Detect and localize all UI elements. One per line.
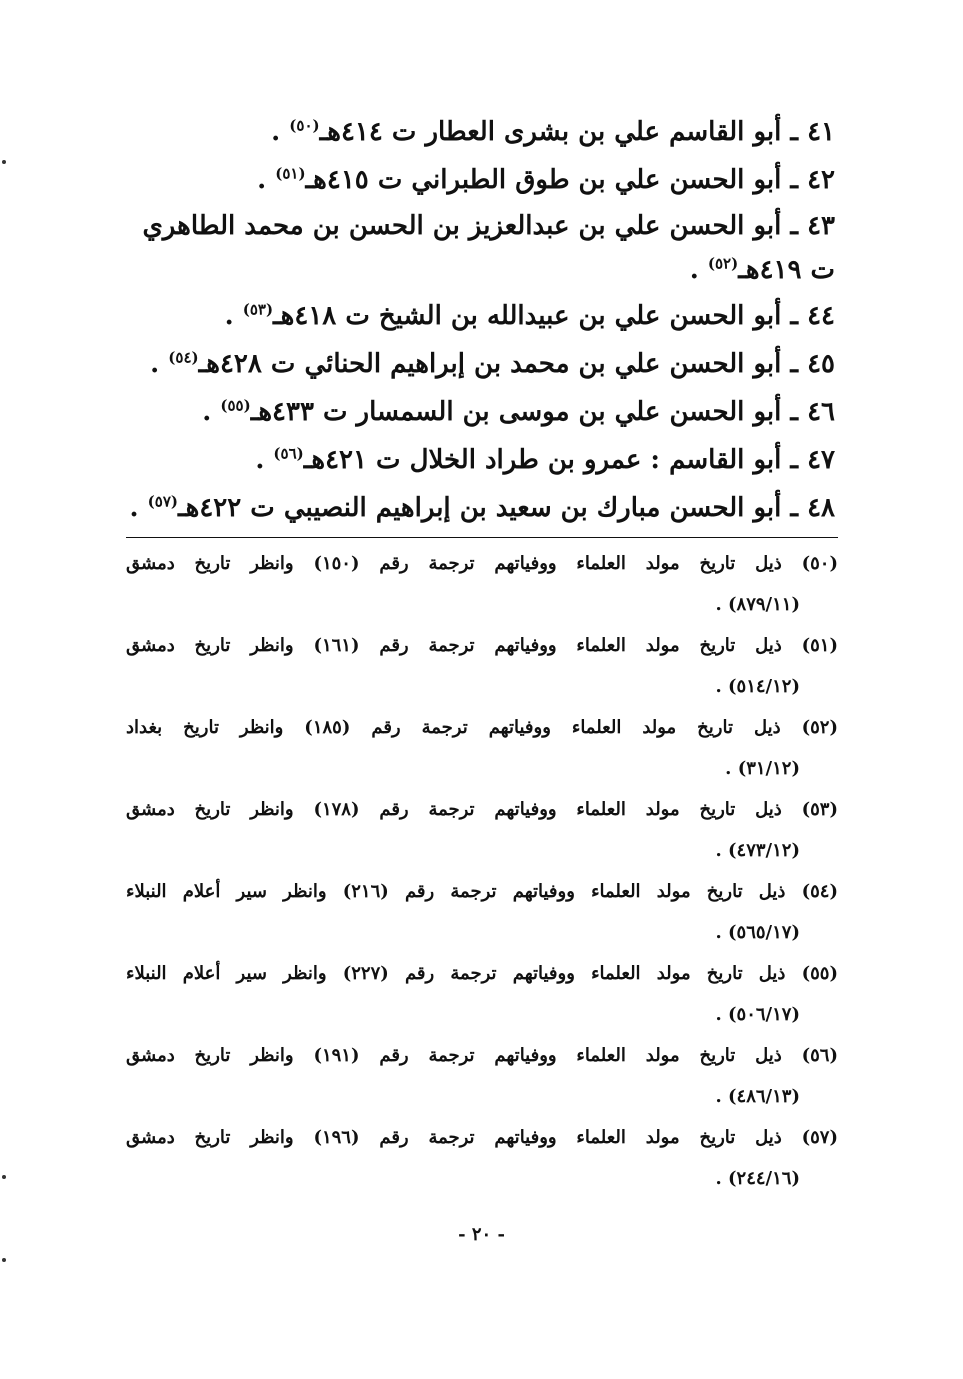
footnote-54 xyxy=(126,871,838,953)
entry-end: . xyxy=(257,165,276,195)
footnotes xyxy=(126,543,838,1199)
footnote-citation: (٢٤٤/١٦) . xyxy=(715,1168,800,1189)
entry-text: ٤٨ ـ أبو الحسن مبارك بن سعيد بن إبراهيم النصيبي ت ٤٢٢هـ xyxy=(178,493,835,523)
footnote-line: (٥١) ذيل تاريخ مولد العلماء ووفياتهم ترجمة رقم (١٦١) وانظر تاريخ دمشق xyxy=(126,635,838,656)
footnote-ref: (٥١) xyxy=(275,164,306,183)
footnote-citation: (٤٧٣/١٢) . xyxy=(715,840,800,861)
footnote-50 xyxy=(126,543,838,625)
footnote-55 xyxy=(126,953,838,1035)
entry-end: . xyxy=(689,255,708,285)
scan-speck xyxy=(2,1258,6,1262)
entry-44 xyxy=(135,292,835,340)
entry-46 xyxy=(135,388,835,436)
footnote-line: (٥٧) ذيل تاريخ مولد العلماء ووفياتهم ترجمة رقم (١٩٦) وانظر تاريخ دمشق xyxy=(126,1127,838,1148)
footnote-ref: (٥٦) xyxy=(273,444,304,463)
footnote-ref: (٥٢) xyxy=(707,254,739,273)
footnote-56 xyxy=(126,1035,838,1117)
entry-end: . xyxy=(255,445,274,475)
footnote-citation: (٣١/١٢) . xyxy=(725,758,800,779)
entry-continuation xyxy=(135,248,835,292)
entry-text: ٤٧ ـ أبو القاسم : عمرو بن طراد الخلال ت ٤٢١هـ xyxy=(303,445,835,475)
footnote-57 xyxy=(126,1117,838,1199)
footnote-ref: (٥٤) xyxy=(168,348,199,367)
footnote-line: (٥٥) ذيل تاريخ مولد العلماء ووفياتهم ترجمة رقم (٢٢٧) وانظر سير أعلام النبلاء xyxy=(126,963,838,984)
footnote-line: (٥٦) ذيل تاريخ مولد العلماء ووفياتهم ترجمة رقم (١٩١) وانظر تاريخ دمشق xyxy=(126,1045,838,1066)
entry-text: ٤٤ ـ أبو الحسن علي بن عبيدالله بن الشيخ ت ٤١٨هـ xyxy=(273,301,835,331)
entry-42 xyxy=(135,156,835,204)
footnote-52 xyxy=(126,707,838,789)
entry-end: . xyxy=(224,301,243,331)
footnote-51 xyxy=(126,625,838,707)
footnote-citation: (٥٠٦/١٧) . xyxy=(715,1004,800,1025)
entry-41 xyxy=(135,108,835,156)
footnote-line: (٥٣) ذيل تاريخ مولد العلماء ووفياتهم ترجمة رقم (١٧٨) وانظر تاريخ دمشق xyxy=(126,799,838,820)
footnote-ref: (٥٥) xyxy=(220,396,251,415)
entry-cont-text: ت ٤١٩هـ xyxy=(738,255,835,285)
footnote-citation: (٤٨٦/١٣) . xyxy=(715,1086,800,1107)
entry-end: . xyxy=(271,117,290,147)
entry-text: ٤٥ ـ أبو الحسن علي بن محمد بن إبراهيم الحنائي ت ٤٢٨هـ xyxy=(198,349,835,379)
entry-48 xyxy=(129,484,835,532)
entry-43 xyxy=(135,204,835,292)
footnote-separator xyxy=(126,537,838,538)
footnote-line: (٥٤) ذيل تاريخ مولد العلماء ووفياتهم ترجمة رقم (٢١٦) وانظر سير أعلام النبلاء xyxy=(126,881,838,902)
entry-end: . xyxy=(129,493,148,523)
footnote-citation: (٥٦٥/١٧) . xyxy=(715,922,800,943)
footnote-53 xyxy=(126,789,838,871)
scan-speck xyxy=(2,1175,6,1179)
entry-text: ٤٣ ـ أبو الحسن علي بن عبدالعزيز بن الحسن بن محمد الطاهري xyxy=(142,211,835,241)
entry-text: ٤٦ ـ أبو الحسن علي بن موسى بن السمسار ت ٤٣٣هـ xyxy=(250,397,835,427)
footnote-citation: (٥١٤/١٢) . xyxy=(715,676,800,697)
footnote-line: (٥٢) ذيل تاريخ مولد العلماء ووفياتهم ترجمة رقم (١٨٥) وانظر تاريخ بغداد xyxy=(126,717,838,738)
footnote-line: (٥٠) ذيل تاريخ مولد العلماء ووفياتهم ترجمة رقم (١٥٠) وانظر تاريخ دمشق xyxy=(126,553,838,574)
footnote-ref: (٥٧) xyxy=(147,492,178,511)
footnote-citation: (٨٧٩/١١) . xyxy=(715,594,800,615)
entry-47 xyxy=(135,436,835,484)
footnote-ref: (٥٣) xyxy=(242,300,274,319)
page-number: - ٢٠ - xyxy=(458,1224,505,1245)
entry-text: ٤٢ ـ أبو الحسن علي بن طوق الطبراني ت ٤١٥هـ xyxy=(305,165,835,195)
scan-speck xyxy=(2,160,6,164)
entry-end: . xyxy=(150,349,169,379)
footnote-ref: (٥٠) xyxy=(289,116,320,135)
entry-text: ٤١ ـ أبو القاسم علي بن بشرى العطار ت ٤١٤هـ xyxy=(319,117,835,147)
entry-list xyxy=(129,108,835,532)
entry-45 xyxy=(135,340,835,388)
entry-end: . xyxy=(202,397,221,427)
